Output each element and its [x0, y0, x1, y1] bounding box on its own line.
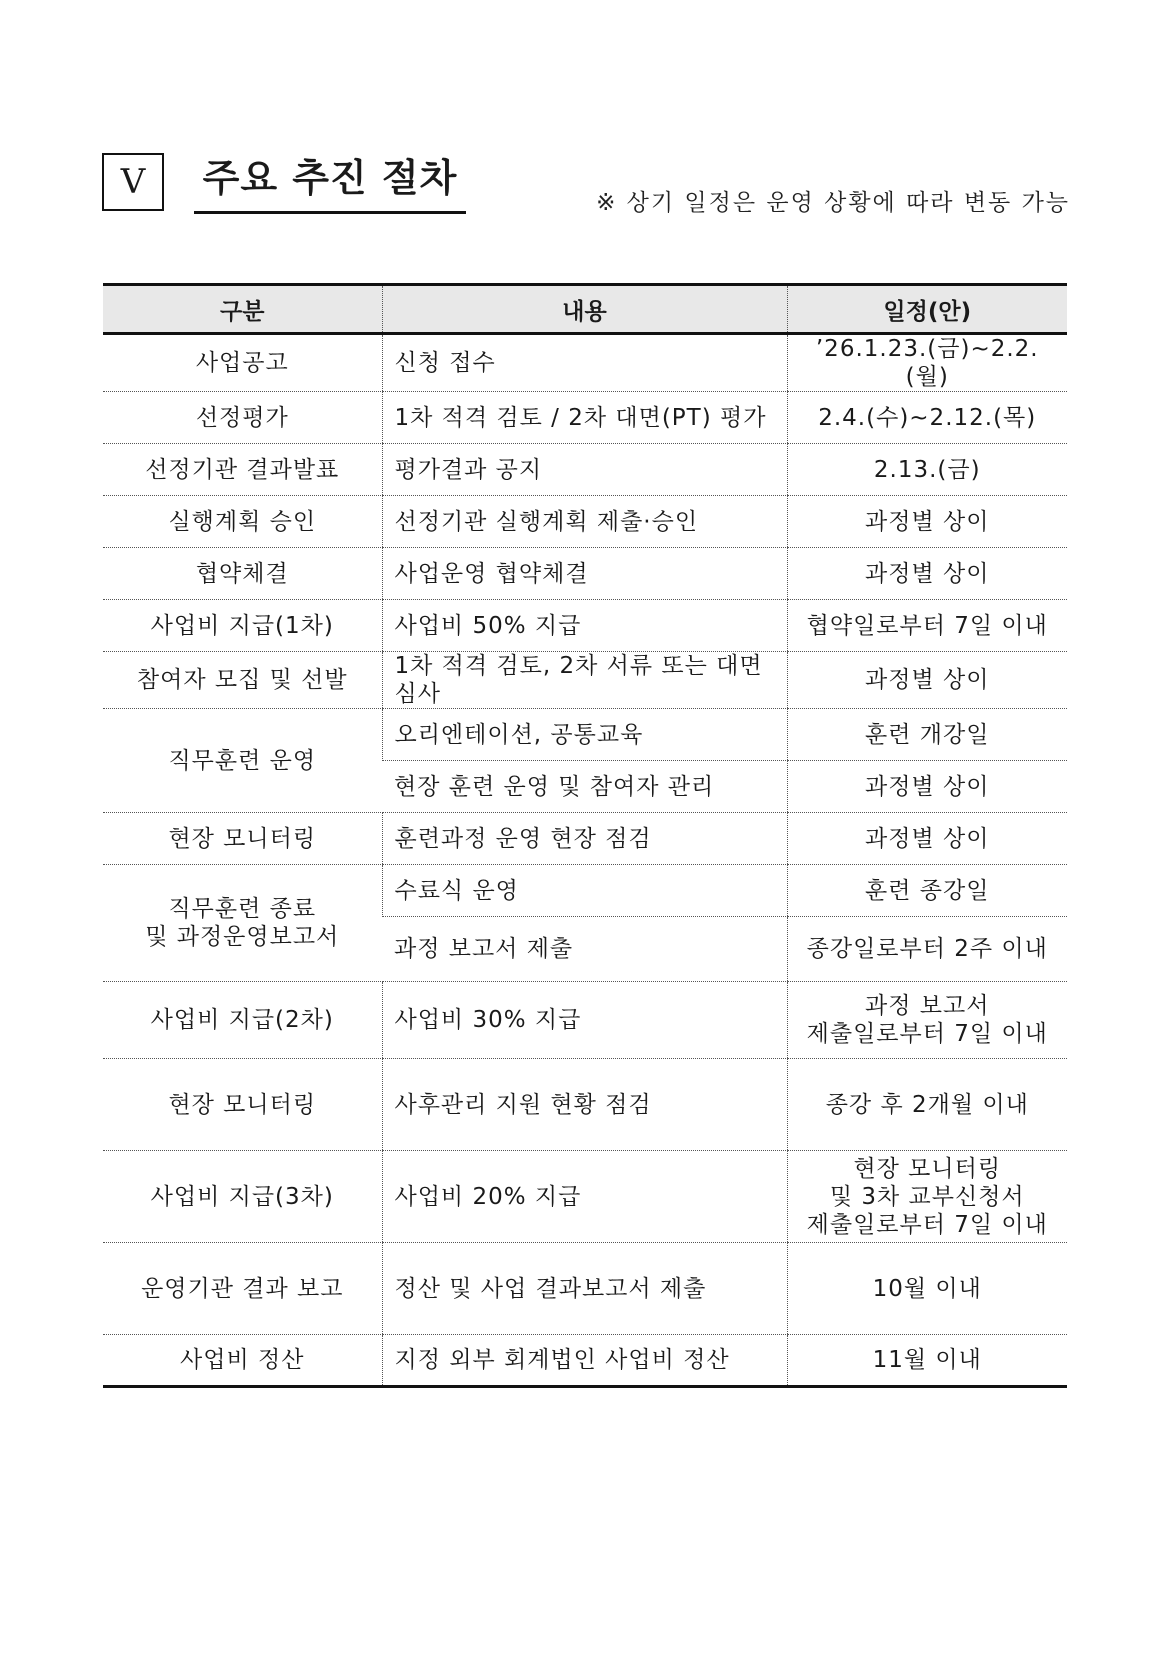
- table-row: [103, 600, 1067, 652]
- table-row: [103, 444, 1067, 496]
- table-row: [103, 1151, 1067, 1243]
- column-header-content: 내용: [382, 285, 787, 334]
- schedule-cell: 과정별 상이: [787, 761, 1067, 813]
- category-cell: 협약체결: [103, 548, 382, 600]
- content-cell: 현장 훈련 운영 및 참여자 관리: [382, 761, 787, 813]
- section-header: [102, 150, 1070, 220]
- schedule-cell: 훈련 종강일: [787, 865, 1067, 917]
- category-cell: 사업비 정산: [103, 1335, 382, 1387]
- table-row: [103, 652, 1067, 709]
- table-body: [103, 334, 1067, 1387]
- category-cell: 사업비 지급(3차): [103, 1151, 382, 1243]
- schedule-cell: 2.4.(수)~2.12.(목): [787, 392, 1067, 444]
- content-cell: 평가결과 공지: [382, 444, 787, 496]
- table-row: [103, 392, 1067, 444]
- table-row: [103, 548, 1067, 600]
- table-row: [103, 865, 1067, 917]
- content-cell: 1차 적격 검토 / 2차 대면(PT) 평가: [382, 392, 787, 444]
- content-cell: 사업비 50% 지급: [382, 600, 787, 652]
- schedule-cell: 2.13.(금): [787, 444, 1067, 496]
- schedule-cell: 과정별 상이: [787, 496, 1067, 548]
- content-cell: 1차 적격 검토, 2차 서류 또는 대면심사: [382, 652, 787, 709]
- content-cell: 사후관리 지원 현황 점검: [382, 1059, 787, 1151]
- table-row: [103, 334, 1067, 392]
- schedule-cell: 종강일로부터 2주 이내: [787, 917, 1067, 982]
- table-row: [103, 1243, 1067, 1335]
- table-header-row: [103, 285, 1067, 334]
- category-cell: 운영기관 결과 보고: [103, 1243, 382, 1335]
- table-row: [103, 496, 1067, 548]
- schedule-cell: 현장 모니터링 및 3차 교부신청서 제출일로부터 7일 이내: [787, 1151, 1067, 1243]
- content-cell: 수료식 운영: [382, 865, 787, 917]
- content-cell: 과정 보고서 제출: [382, 917, 787, 982]
- schedule-cell: 과정 보고서 제출일로부터 7일 이내: [787, 982, 1067, 1059]
- content-cell: 오리엔테이션, 공통교육: [382, 709, 787, 761]
- table-row: [103, 982, 1067, 1059]
- category-cell: 직무훈련 운영: [103, 709, 382, 813]
- schedule-cell: 10월 이내: [787, 1243, 1067, 1335]
- schedule-cell: ’26.1.23.(금)~2.2.(월): [787, 334, 1067, 392]
- category-cell: 실행계획 승인: [103, 496, 382, 548]
- content-cell: 사업운영 협약체결: [382, 548, 787, 600]
- table-row: [103, 1335, 1067, 1387]
- table-row: [103, 709, 1067, 761]
- schedule-note: ※ 상기 일정은 운영 상황에 따라 변동 가능: [596, 190, 1070, 216]
- category-cell: 현장 모니터링: [103, 1059, 382, 1151]
- category-cell: 현장 모니터링: [103, 813, 382, 865]
- section-title: 주요 추진 절차: [194, 150, 466, 214]
- content-cell: 정산 및 사업 결과보고서 제출: [382, 1243, 787, 1335]
- schedule-cell: 훈련 개강일: [787, 709, 1067, 761]
- schedule-cell: 과정별 상이: [787, 652, 1067, 709]
- content-cell: 신청 접수: [382, 334, 787, 392]
- table-row: [103, 813, 1067, 865]
- schedule-cell: 과정별 상이: [787, 813, 1067, 865]
- category-cell: 참여자 모집 및 선발: [103, 652, 382, 709]
- content-cell: 선정기관 실행계획 제출·승인: [382, 496, 787, 548]
- category-cell: 사업공고: [103, 334, 382, 392]
- category-cell: 사업비 지급(1차): [103, 600, 382, 652]
- schedule-cell: 11월 이내: [787, 1335, 1067, 1387]
- schedule-cell: 과정별 상이: [787, 548, 1067, 600]
- category-cell: 직무훈련 종료 및 과정운영보고서: [103, 865, 382, 982]
- category-cell: 사업비 지급(2차): [103, 982, 382, 1059]
- schedule-cell: 협약일로부터 7일 이내: [787, 600, 1067, 652]
- section-number: V: [102, 153, 164, 211]
- category-cell: 선정평가: [103, 392, 382, 444]
- category-cell: 선정기관 결과발표: [103, 444, 382, 496]
- schedule-cell: 종강 후 2개월 이내: [787, 1059, 1067, 1151]
- column-header-schedule: 일정(안): [787, 285, 1067, 334]
- procedure-table: [103, 283, 1067, 1388]
- content-cell: 지정 외부 회계법인 사업비 정산: [382, 1335, 787, 1387]
- table-row: [103, 1059, 1067, 1151]
- content-cell: 훈련과정 운영 현장 점검: [382, 813, 787, 865]
- content-cell: 사업비 30% 지급: [382, 982, 787, 1059]
- column-header-category: 구분: [103, 285, 382, 334]
- content-cell: 사업비 20% 지급: [382, 1151, 787, 1243]
